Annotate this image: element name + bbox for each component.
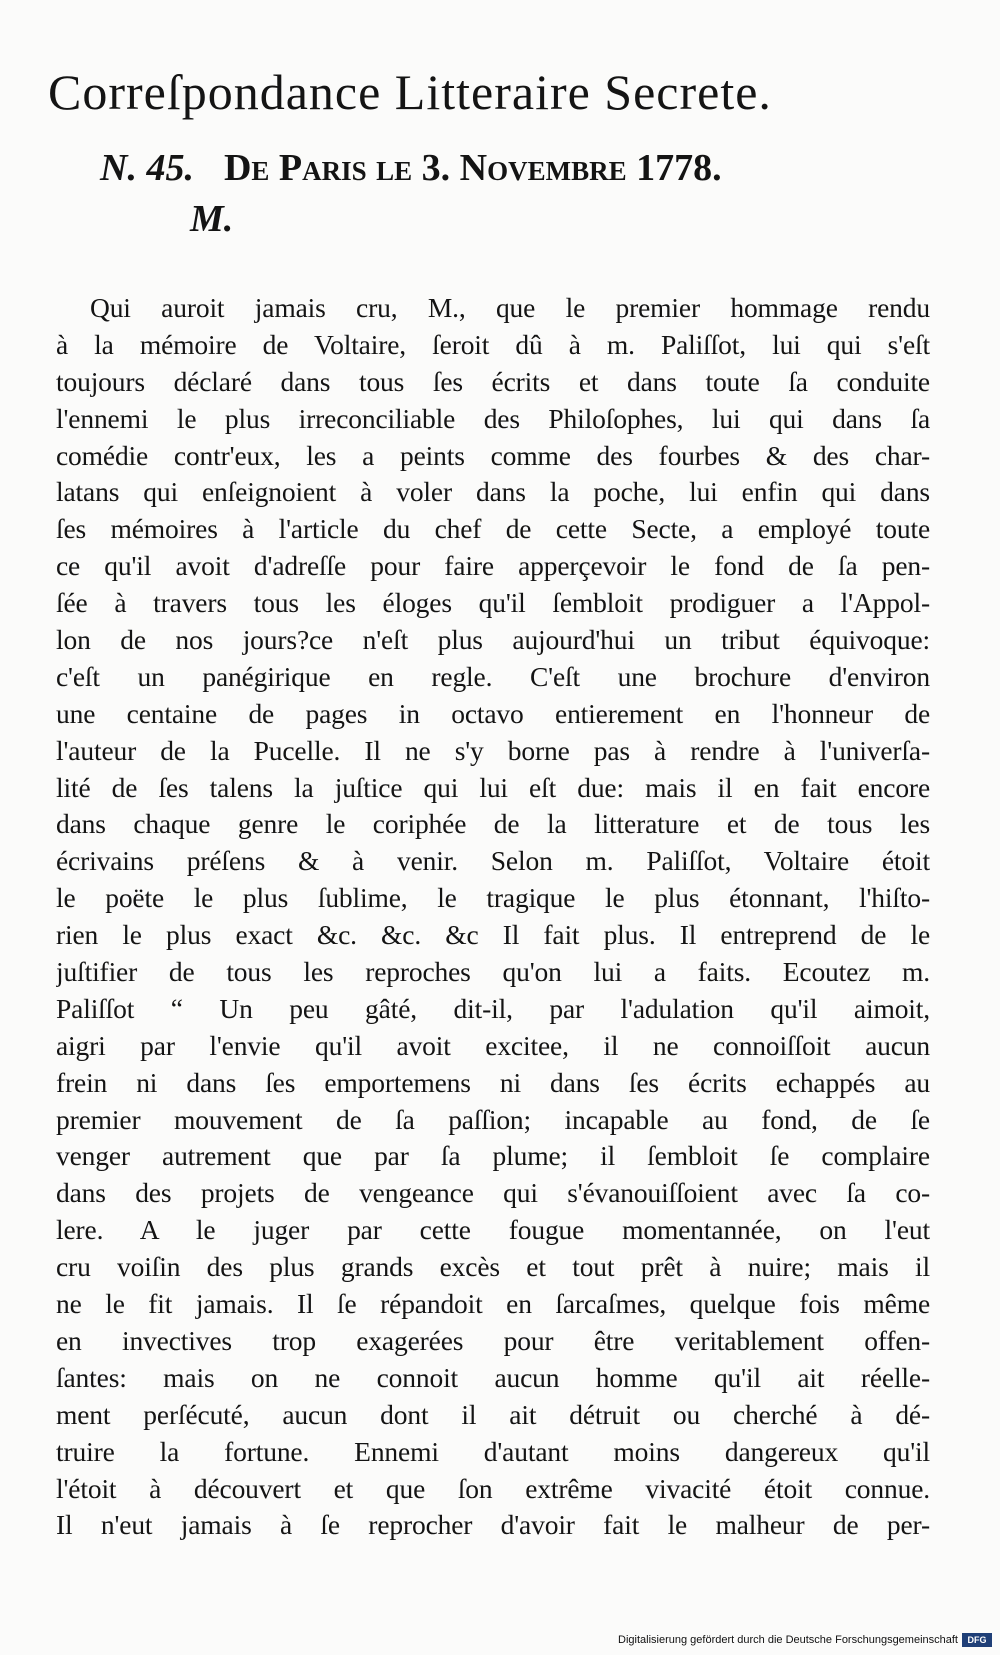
body-line: rien le plus exact &c. &c. &c Il fait plus. Il entreprend de le: [56, 919, 930, 951]
dateline: [100, 145, 940, 191]
body-line: l'ennemi le plus irreconciliable des Philoſophes, lui qui dans ſa: [56, 402, 930, 434]
body-line: le poëte le plus ſublime, le tragique le plus étonnant, l'hiſto-: [56, 882, 930, 914]
body-line: une centaine de pages in octavo entierement en l'honneur de: [56, 697, 930, 729]
body-line: toujours déclaré dans tous ſes écrits et dans toute ſa conduite: [56, 365, 930, 397]
dfg-logo-icon: DFG: [962, 1633, 992, 1647]
body-line: écrivains préſens & à venir. Selon m. Paliſſot, Voltaire étoit: [56, 845, 930, 877]
body-line: Paliſſot “ Un peu gâté, dit-il, par l'adulation qu'il aimoit,: [56, 992, 930, 1024]
body-line: comédie contr'eux, les a peints comme des fourbes & des char-: [56, 439, 930, 471]
digitization-credit: [618, 1632, 992, 1648]
issue-number: N. 45.: [100, 147, 194, 189]
body-line: en invectives trop exagerées pour être veritablement offen-: [56, 1324, 930, 1356]
body-line: lon de nos jours?ce n'eſt plus aujourd'hui un tribut équivoque:: [56, 624, 930, 656]
body-line: ſée à travers tous les éloges qu'il ſembloit prodiguer a l'Appol-: [56, 587, 930, 619]
body-line: frein ni dans ſes emportemens ni dans ſes écrits echappés au: [56, 1066, 930, 1098]
body-line: ment perſécuté, aucun dont il ait détruit ou cherché à dé-: [56, 1398, 930, 1430]
body-line: dans chaque genre le coriphée de la litterature et de tous les: [56, 808, 930, 840]
body-line: l'auteur de la Pucelle. Il ne s'y borne pas à rendre à l'univerſa-: [56, 734, 930, 766]
credit-text: Digitalisierung gefördert durch die Deutsche Forschungsgemeinschaft: [618, 1634, 958, 1646]
letter-body: [56, 290, 930, 1544]
body-line: ne le fit jamais. Il ſe répandoit en ſarcaſmes, quelque fois même: [56, 1288, 930, 1320]
body-line: venger autrement que par ſa plume; il ſembloit ſe complaire: [56, 1140, 930, 1172]
body-line: latans qui enſeignoient à voler dans la poche, lui enfin qui dans: [56, 476, 930, 508]
body-line: lere. A le juger par cette fougue momentannée, on l'eut: [56, 1214, 930, 1246]
body-line: Il n'eut jamais à ſe reprocher d'avoir fait le malheur de per-: [56, 1509, 930, 1541]
body-line: dans des projets de vengeance qui s'évanouiſſoient avec ſa co-: [56, 1177, 930, 1209]
masthead-title: Correſpondance Litteraire Secrete.: [48, 64, 772, 120]
salutation: M.: [190, 198, 234, 240]
body-line: c'eſt un panégirique en regle. C'eſt une brochure d'environ: [56, 660, 930, 692]
body-line: premier mouvement de ſa paſſion; incapable au fond, de ſe: [56, 1103, 930, 1135]
body-line: l'étoit à découvert et que ſon extrême vivacité étoit connue.: [56, 1472, 930, 1504]
body-line: ce qu'il avoit d'adreſſe pour faire apperçevoir le fond de ſa pen-: [56, 550, 930, 582]
body-line: ſes mémoires à l'article du chef de cette Secte, a employé toute: [56, 513, 930, 545]
body-line: truire la fortune. Ennemi d'autant moins dangereux qu'il: [56, 1435, 930, 1467]
body-line: juſtifier de tous les reproches qu'on lui a faits. Ecoutez m.: [56, 956, 930, 988]
date-place: De Paris le 3. Novembre 1778.: [223, 147, 722, 189]
body-line: ſantes: mais on ne connoit aucun homme qu'il ait réelle-: [56, 1361, 930, 1393]
body-line: lité de ſes talens la juſtice qui lui eſt due: mais il en fait encore: [56, 771, 930, 803]
body-line: à la mémoire de Voltaire, ſeroit dû à m. Paliſſot, lui qui s'eſt: [56, 328, 930, 360]
body-line: cru voiſin des plus grands excès et tout prêt à nuire; mais il: [56, 1251, 930, 1283]
body-line: aigri par l'envie qu'il avoit excitee, il ne connoiſſoit aucun: [56, 1029, 930, 1061]
body-line: Qui auroit jamais cru, M., que le premier hommage rendu: [90, 292, 930, 323]
